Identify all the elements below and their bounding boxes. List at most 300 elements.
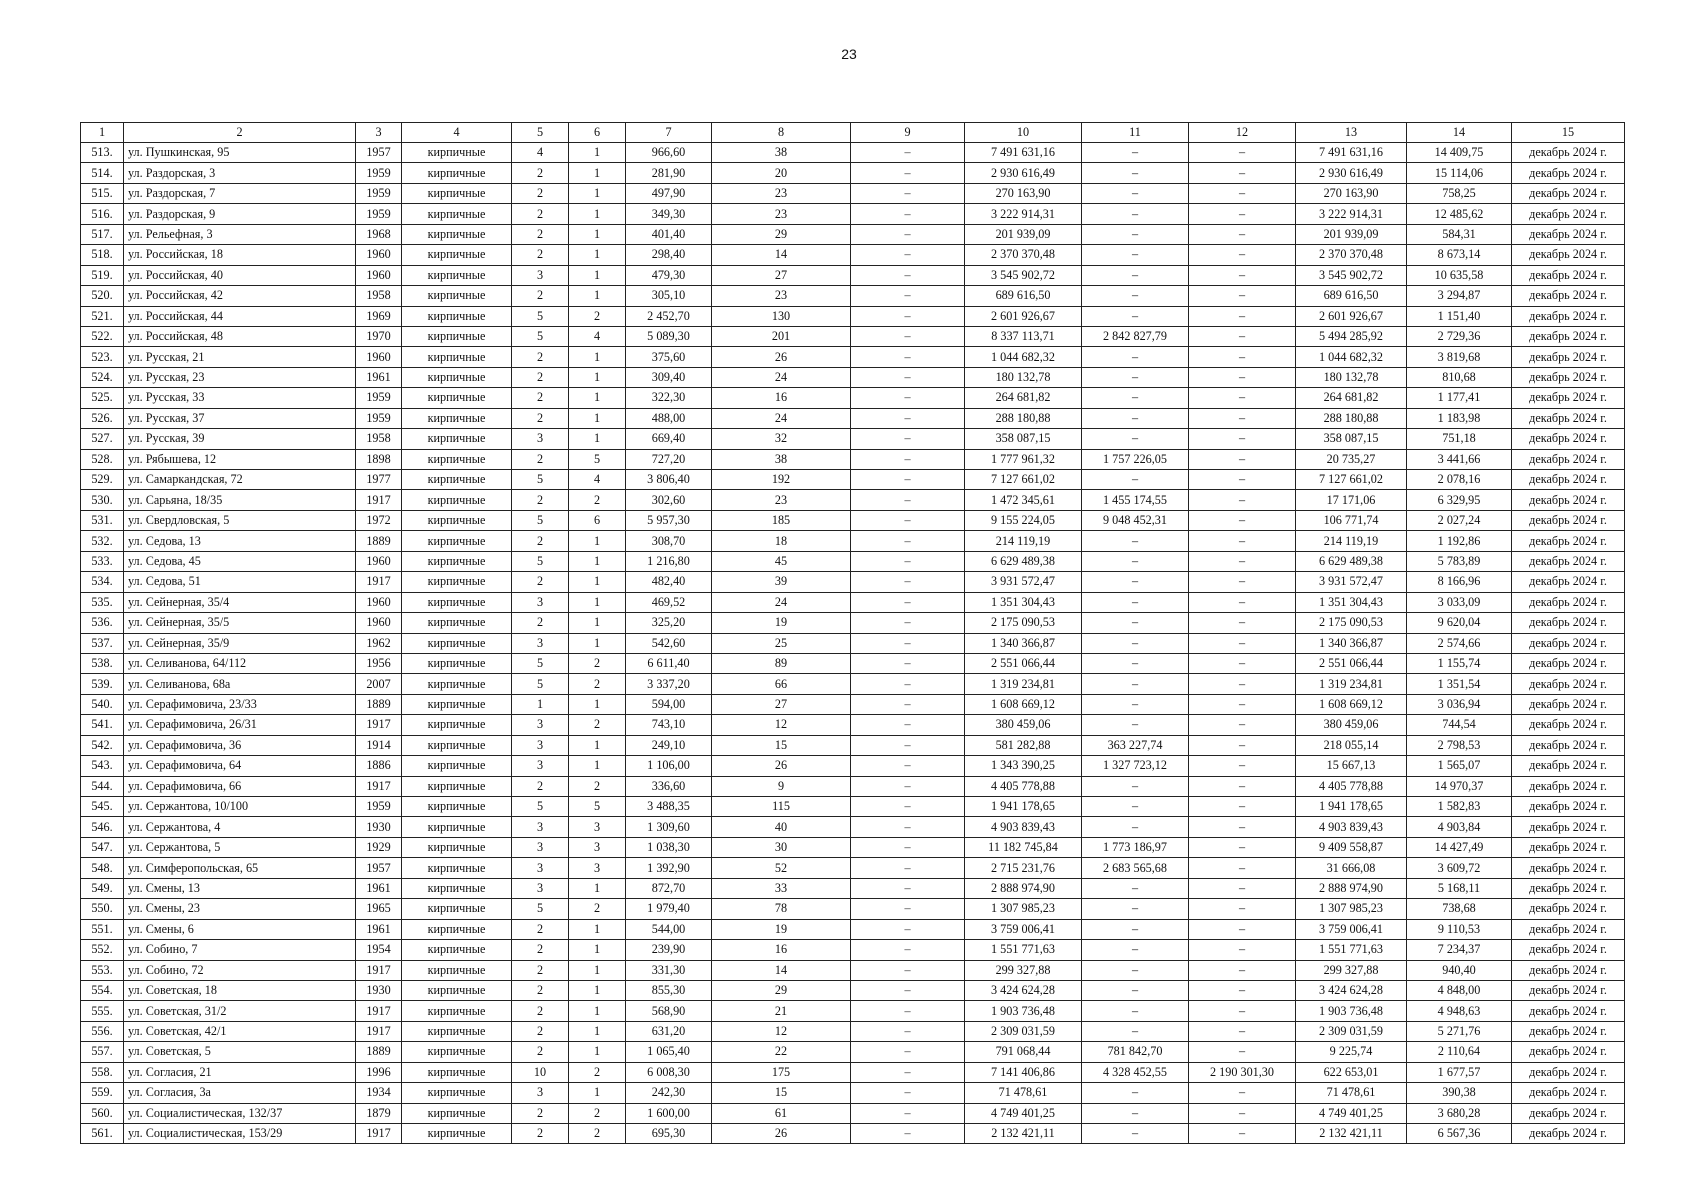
table-row (81, 756, 1625, 776)
year-built-cell: 1969 (356, 306, 402, 326)
wall-material-cell: кирпичные (402, 572, 512, 592)
col13-amount-cell: 9 409 558,87 (1296, 837, 1407, 857)
floors-cell: 2 (512, 1103, 569, 1123)
deadline-cell: декабрь 2024 г. (1512, 510, 1625, 530)
col10-amount-cell: 3 545 902,72 (965, 265, 1082, 285)
col14-amount-cell: 738,68 (1407, 899, 1512, 919)
column-header: 3 (356, 123, 402, 143)
col11-amount-cell: – (1082, 776, 1189, 796)
residents-cell: 40 (712, 817, 851, 837)
address-cell: ул. Российская, 44 (124, 306, 356, 326)
wall-material-cell: кирпичные (402, 776, 512, 796)
address-cell: ул. Русская, 37 (124, 408, 356, 428)
row-number-cell: 542. (81, 735, 124, 755)
table-row (81, 878, 1625, 898)
col10-amount-cell: 1 351 304,43 (965, 592, 1082, 612)
row-number-cell: 554. (81, 980, 124, 1000)
col10-amount-cell: 1 340 366,87 (965, 633, 1082, 653)
address-cell: ул. Российская, 40 (124, 265, 356, 285)
col12-amount-cell: – (1189, 1124, 1296, 1144)
col9-cell: – (851, 470, 965, 490)
table-row (81, 674, 1625, 694)
col9-cell: – (851, 899, 965, 919)
wall-material-cell: кирпичные (402, 449, 512, 469)
col13-amount-cell: 7 127 661,02 (1296, 470, 1407, 490)
year-built-cell: 1959 (356, 183, 402, 203)
col12-amount-cell: – (1189, 1001, 1296, 1021)
entrances-cell: 1 (569, 224, 626, 244)
col9-cell: – (851, 980, 965, 1000)
col10-amount-cell: 1 307 985,23 (965, 899, 1082, 919)
col14-amount-cell: 3 441,66 (1407, 449, 1512, 469)
col12-amount-cell: – (1189, 633, 1296, 653)
col13-amount-cell: 5 494 285,92 (1296, 326, 1407, 346)
col14-amount-cell: 3 294,87 (1407, 286, 1512, 306)
col14-amount-cell: 4 948,63 (1407, 1001, 1512, 1021)
col13-amount-cell: 106 771,74 (1296, 510, 1407, 530)
col9-cell: – (851, 613, 965, 633)
address-cell: ул. Русская, 23 (124, 367, 356, 387)
col13-amount-cell: 4 903 839,43 (1296, 817, 1407, 837)
col12-amount-cell: – (1189, 163, 1296, 183)
col10-amount-cell: 7 141 406,86 (965, 1062, 1082, 1082)
entrances-cell: 1 (569, 265, 626, 285)
col11-amount-cell: – (1082, 817, 1189, 837)
floors-cell: 5 (512, 326, 569, 346)
wall-material-cell: кирпичные (402, 980, 512, 1000)
table-row (81, 1062, 1625, 1082)
floors-cell: 2 (512, 286, 569, 306)
floors-cell: 2 (512, 776, 569, 796)
residents-cell: 78 (712, 899, 851, 919)
deadline-cell: декабрь 2024 г. (1512, 143, 1625, 163)
column-header: 14 (1407, 123, 1512, 143)
col11-amount-cell: – (1082, 367, 1189, 387)
col10-amount-cell: 1 551 771,63 (965, 940, 1082, 960)
entrances-cell: 3 (569, 817, 626, 837)
address-cell: ул. Смены, 6 (124, 919, 356, 939)
col13-amount-cell: 9 225,74 (1296, 1042, 1407, 1062)
col9-cell: – (851, 490, 965, 510)
entrances-cell: 1 (569, 367, 626, 387)
deadline-cell: декабрь 2024 г. (1512, 408, 1625, 428)
col13-amount-cell: 1 608 669,12 (1296, 694, 1407, 714)
year-built-cell: 1957 (356, 858, 402, 878)
col11-amount-cell: – (1082, 306, 1189, 326)
deadline-cell: декабрь 2024 г. (1512, 674, 1625, 694)
col12-amount-cell: 2 190 301,30 (1189, 1062, 1296, 1082)
row-number-cell: 540. (81, 694, 124, 714)
col13-amount-cell: 3 222 914,31 (1296, 204, 1407, 224)
year-built-cell: 1954 (356, 940, 402, 960)
area-cell: 308,70 (626, 531, 712, 551)
year-built-cell: 1958 (356, 286, 402, 306)
wall-material-cell: кирпичные (402, 204, 512, 224)
col11-amount-cell: – (1082, 1001, 1189, 1021)
col14-amount-cell: 9 620,04 (1407, 613, 1512, 633)
area-cell: 1 106,00 (626, 756, 712, 776)
wall-material-cell: кирпичные (402, 143, 512, 163)
col10-amount-cell: 1 903 736,48 (965, 1001, 1082, 1021)
col11-amount-cell: 1 757 226,05 (1082, 449, 1189, 469)
year-built-cell: 1962 (356, 633, 402, 653)
year-built-cell: 1956 (356, 653, 402, 673)
wall-material-cell: кирпичные (402, 653, 512, 673)
year-built-cell: 1970 (356, 326, 402, 346)
residents-cell: 185 (712, 510, 851, 530)
row-number-cell: 552. (81, 940, 124, 960)
table-row (81, 449, 1625, 469)
address-cell: ул. Сержантова, 10/100 (124, 797, 356, 817)
wall-material-cell: кирпичные (402, 960, 512, 980)
deadline-cell: декабрь 2024 г. (1512, 960, 1625, 980)
floors-cell: 2 (512, 613, 569, 633)
entrances-cell: 1 (569, 429, 626, 449)
col13-amount-cell: 2 370 370,48 (1296, 245, 1407, 265)
wall-material-cell: кирпичные (402, 306, 512, 326)
floors-cell: 2 (512, 980, 569, 1000)
col9-cell: – (851, 265, 965, 285)
col14-amount-cell: 8 166,96 (1407, 572, 1512, 592)
column-header: 1 (81, 123, 124, 143)
residents-cell: 14 (712, 960, 851, 980)
residents-cell: 27 (712, 694, 851, 714)
col12-amount-cell: – (1189, 592, 1296, 612)
floors-cell: 5 (512, 653, 569, 673)
table-row (81, 245, 1625, 265)
col11-amount-cell: 2 842 827,79 (1082, 326, 1189, 346)
col9-cell: – (851, 531, 965, 551)
residents-cell: 15 (712, 735, 851, 755)
col13-amount-cell: 7 491 631,16 (1296, 143, 1407, 163)
floors-cell: 5 (512, 306, 569, 326)
residents-cell: 27 (712, 265, 851, 285)
col10-amount-cell: 3 931 572,47 (965, 572, 1082, 592)
deadline-cell: декабрь 2024 г. (1512, 224, 1625, 244)
area-cell: 727,20 (626, 449, 712, 469)
entrances-cell: 1 (569, 347, 626, 367)
col13-amount-cell: 288 180,88 (1296, 408, 1407, 428)
entrances-cell: 1 (569, 1001, 626, 1021)
address-cell: ул. Российская, 18 (124, 245, 356, 265)
wall-material-cell: кирпичные (402, 899, 512, 919)
address-cell: ул. Селиванова, 64/112 (124, 653, 356, 673)
area-cell: 325,20 (626, 613, 712, 633)
area-cell: 249,10 (626, 735, 712, 755)
col11-amount-cell: – (1082, 980, 1189, 1000)
area-cell: 542,60 (626, 633, 712, 653)
col11-amount-cell: – (1082, 694, 1189, 714)
column-header: 13 (1296, 123, 1407, 143)
entrances-cell: 1 (569, 163, 626, 183)
row-number-cell: 538. (81, 653, 124, 673)
col10-amount-cell: 3 424 624,28 (965, 980, 1082, 1000)
col10-amount-cell: 270 163,90 (965, 183, 1082, 203)
residents-cell: 26 (712, 756, 851, 776)
year-built-cell: 1968 (356, 224, 402, 244)
col13-amount-cell: 1 351 304,43 (1296, 592, 1407, 612)
entrances-cell: 1 (569, 143, 626, 163)
wall-material-cell: кирпичные (402, 531, 512, 551)
year-built-cell: 1996 (356, 1062, 402, 1082)
row-number-cell: 531. (81, 510, 124, 530)
col14-amount-cell: 5 168,11 (1407, 878, 1512, 898)
floors-cell: 2 (512, 449, 569, 469)
table-row (81, 204, 1625, 224)
residents-cell: 24 (712, 592, 851, 612)
deadline-cell: декабрь 2024 г. (1512, 858, 1625, 878)
table-row (81, 980, 1625, 1000)
year-built-cell: 1960 (356, 592, 402, 612)
address-cell: ул. Смены, 23 (124, 899, 356, 919)
col10-amount-cell: 71 478,61 (965, 1083, 1082, 1103)
entrances-cell: 1 (569, 940, 626, 960)
col9-cell: – (851, 940, 965, 960)
area-cell: 479,30 (626, 265, 712, 285)
col10-amount-cell: 2 309 031,59 (965, 1021, 1082, 1041)
address-cell: ул. Сейнерная, 35/5 (124, 613, 356, 633)
deadline-cell: декабрь 2024 г. (1512, 1021, 1625, 1041)
col13-amount-cell: 3 545 902,72 (1296, 265, 1407, 285)
col11-amount-cell: – (1082, 1124, 1189, 1144)
column-header: 15 (1512, 123, 1625, 143)
col13-amount-cell: 2 551 066,44 (1296, 653, 1407, 673)
col14-amount-cell: 2 027,24 (1407, 510, 1512, 530)
floors-cell: 2 (512, 347, 569, 367)
address-cell: ул. Раздорская, 7 (124, 183, 356, 203)
floors-cell: 5 (512, 470, 569, 490)
col11-amount-cell: – (1082, 143, 1189, 163)
col11-amount-cell: 9 048 452,31 (1082, 510, 1189, 530)
col14-amount-cell: 7 234,37 (1407, 940, 1512, 960)
area-cell: 239,90 (626, 940, 712, 960)
residents-cell: 15 (712, 1083, 851, 1103)
floors-cell: 2 (512, 1001, 569, 1021)
area-cell: 309,40 (626, 367, 712, 387)
floors-cell: 3 (512, 756, 569, 776)
column-header: 6 (569, 123, 626, 143)
floors-cell: 5 (512, 797, 569, 817)
col9-cell: – (851, 878, 965, 898)
table-row (81, 490, 1625, 510)
area-cell: 1 979,40 (626, 899, 712, 919)
residents-cell: 18 (712, 531, 851, 551)
col9-cell: – (851, 837, 965, 857)
col10-amount-cell: 1 941 178,65 (965, 797, 1082, 817)
col14-amount-cell: 14 427,49 (1407, 837, 1512, 857)
year-built-cell: 1961 (356, 367, 402, 387)
col11-amount-cell: – (1082, 674, 1189, 694)
wall-material-cell: кирпичные (402, 919, 512, 939)
wall-material-cell: кирпичные (402, 817, 512, 837)
row-number-cell: 558. (81, 1062, 124, 1082)
wall-material-cell: кирпичные (402, 347, 512, 367)
floors-cell: 1 (512, 694, 569, 714)
table-row (81, 470, 1625, 490)
address-cell: ул. Русская, 39 (124, 429, 356, 449)
col12-amount-cell: – (1189, 408, 1296, 428)
wall-material-cell: кирпичные (402, 408, 512, 428)
col14-amount-cell: 940,40 (1407, 960, 1512, 980)
address-cell: ул. Свердловская, 5 (124, 510, 356, 530)
address-cell: ул. Социалистическая, 132/37 (124, 1103, 356, 1123)
wall-material-cell: кирпичные (402, 878, 512, 898)
year-built-cell: 1961 (356, 878, 402, 898)
row-number-cell: 523. (81, 347, 124, 367)
wall-material-cell: кирпичные (402, 858, 512, 878)
col14-amount-cell: 8 673,14 (1407, 245, 1512, 265)
table-row (81, 837, 1625, 857)
col11-amount-cell: – (1082, 286, 1189, 306)
col9-cell: – (851, 449, 965, 469)
deadline-cell: декабрь 2024 г. (1512, 204, 1625, 224)
entrances-cell: 5 (569, 449, 626, 469)
table-row (81, 1083, 1625, 1103)
col12-amount-cell: – (1189, 837, 1296, 857)
address-cell: ул. Советская, 31/2 (124, 1001, 356, 1021)
table-row (81, 613, 1625, 633)
floors-cell: 3 (512, 633, 569, 653)
residents-cell: 30 (712, 837, 851, 857)
col14-amount-cell: 1 582,83 (1407, 797, 1512, 817)
table-row (81, 347, 1625, 367)
col10-amount-cell: 1 343 390,25 (965, 756, 1082, 776)
col14-amount-cell: 10 635,58 (1407, 265, 1512, 285)
area-cell: 743,10 (626, 715, 712, 735)
col10-amount-cell: 264 681,82 (965, 388, 1082, 408)
entrances-cell: 1 (569, 613, 626, 633)
table-row (81, 960, 1625, 980)
entrances-cell: 1 (569, 1042, 626, 1062)
col13-amount-cell: 201 939,09 (1296, 224, 1407, 244)
residents-cell: 9 (712, 776, 851, 796)
col9-cell: – (851, 572, 965, 592)
wall-material-cell: кирпичные (402, 592, 512, 612)
address-cell: ул. Сейнерная, 35/4 (124, 592, 356, 612)
address-cell: ул. Седова, 51 (124, 572, 356, 592)
floors-cell: 3 (512, 592, 569, 612)
col10-amount-cell: 2 888 974,90 (965, 878, 1082, 898)
col10-amount-cell: 2 132 421,11 (965, 1124, 1082, 1144)
col13-amount-cell: 299 327,88 (1296, 960, 1407, 980)
wall-material-cell: кирпичные (402, 735, 512, 755)
col13-amount-cell: 1 307 985,23 (1296, 899, 1407, 919)
residents-cell: 38 (712, 143, 851, 163)
col14-amount-cell: 6 329,95 (1407, 490, 1512, 510)
col14-amount-cell: 1 192,86 (1407, 531, 1512, 551)
row-number-cell: 526. (81, 408, 124, 428)
table-row (81, 1042, 1625, 1062)
row-number-cell: 527. (81, 429, 124, 449)
floors-cell: 3 (512, 265, 569, 285)
col14-amount-cell: 2 729,36 (1407, 326, 1512, 346)
col14-amount-cell: 3 609,72 (1407, 858, 1512, 878)
wall-material-cell: кирпичные (402, 429, 512, 449)
address-cell: ул. Социалистическая, 153/29 (124, 1124, 356, 1144)
address-cell: ул. Серафимовича, 66 (124, 776, 356, 796)
col12-amount-cell: – (1189, 980, 1296, 1000)
wall-material-cell: кирпичные (402, 551, 512, 571)
area-cell: 302,60 (626, 490, 712, 510)
floors-cell: 2 (512, 388, 569, 408)
col11-amount-cell: 1 773 186,97 (1082, 837, 1189, 857)
col13-amount-cell: 2 132 421,11 (1296, 1124, 1407, 1144)
col9-cell: – (851, 388, 965, 408)
col10-amount-cell: 2 715 231,76 (965, 858, 1082, 878)
col11-amount-cell: – (1082, 592, 1189, 612)
col9-cell: – (851, 592, 965, 612)
col12-amount-cell: – (1189, 735, 1296, 755)
col9-cell: – (851, 735, 965, 755)
col10-amount-cell: 288 180,88 (965, 408, 1082, 428)
wall-material-cell: кирпичные (402, 367, 512, 387)
col14-amount-cell: 1 183,98 (1407, 408, 1512, 428)
col10-amount-cell: 201 939,09 (965, 224, 1082, 244)
col9-cell: – (851, 1001, 965, 1021)
col14-amount-cell: 1 677,57 (1407, 1062, 1512, 1082)
col13-amount-cell: 218 055,14 (1296, 735, 1407, 755)
wall-material-cell: кирпичные (402, 940, 512, 960)
area-cell: 488,00 (626, 408, 712, 428)
floors-cell: 5 (512, 674, 569, 694)
area-cell: 1 216,80 (626, 551, 712, 571)
col10-amount-cell: 11 182 745,84 (965, 837, 1082, 857)
year-built-cell: 1914 (356, 735, 402, 755)
residents-cell: 33 (712, 878, 851, 898)
col11-amount-cell: – (1082, 878, 1189, 898)
deadline-cell: декабрь 2024 г. (1512, 633, 1625, 653)
address-cell: ул. Рельефная, 3 (124, 224, 356, 244)
col9-cell: – (851, 347, 965, 367)
col12-amount-cell: – (1189, 899, 1296, 919)
deadline-cell: декабрь 2024 г. (1512, 735, 1625, 755)
col14-amount-cell: 1 351,54 (1407, 674, 1512, 694)
col9-cell: – (851, 960, 965, 980)
col13-amount-cell: 4 749 401,25 (1296, 1103, 1407, 1123)
address-cell: ул. Русская, 33 (124, 388, 356, 408)
deadline-cell: декабрь 2024 г. (1512, 899, 1625, 919)
col14-amount-cell: 3 036,94 (1407, 694, 1512, 714)
deadline-cell: декабрь 2024 г. (1512, 940, 1625, 960)
col14-amount-cell: 751,18 (1407, 429, 1512, 449)
year-built-cell: 1917 (356, 1001, 402, 1021)
row-number-cell: 553. (81, 960, 124, 980)
residents-cell: 16 (712, 388, 851, 408)
col9-cell: – (851, 1103, 965, 1123)
entrances-cell: 3 (569, 837, 626, 857)
col9-cell: – (851, 143, 965, 163)
col13-amount-cell: 3 931 572,47 (1296, 572, 1407, 592)
row-number-cell: 515. (81, 183, 124, 203)
area-cell: 544,00 (626, 919, 712, 939)
col14-amount-cell: 584,31 (1407, 224, 1512, 244)
deadline-cell: декабрь 2024 г. (1512, 613, 1625, 633)
residents-cell: 175 (712, 1062, 851, 1082)
col11-amount-cell: – (1082, 408, 1189, 428)
col12-amount-cell: – (1189, 572, 1296, 592)
address-cell: ул. Самаркандская, 72 (124, 470, 356, 490)
col10-amount-cell: 4 903 839,43 (965, 817, 1082, 837)
col10-amount-cell: 1 472 345,61 (965, 490, 1082, 510)
row-number-cell: 533. (81, 551, 124, 571)
col11-amount-cell: – (1082, 531, 1189, 551)
col11-amount-cell: – (1082, 163, 1189, 183)
col11-amount-cell: – (1082, 388, 1189, 408)
table-row (81, 224, 1625, 244)
wall-material-cell: кирпичные (402, 1124, 512, 1144)
year-built-cell: 1879 (356, 1103, 402, 1123)
col10-amount-cell: 1 777 961,32 (965, 449, 1082, 469)
